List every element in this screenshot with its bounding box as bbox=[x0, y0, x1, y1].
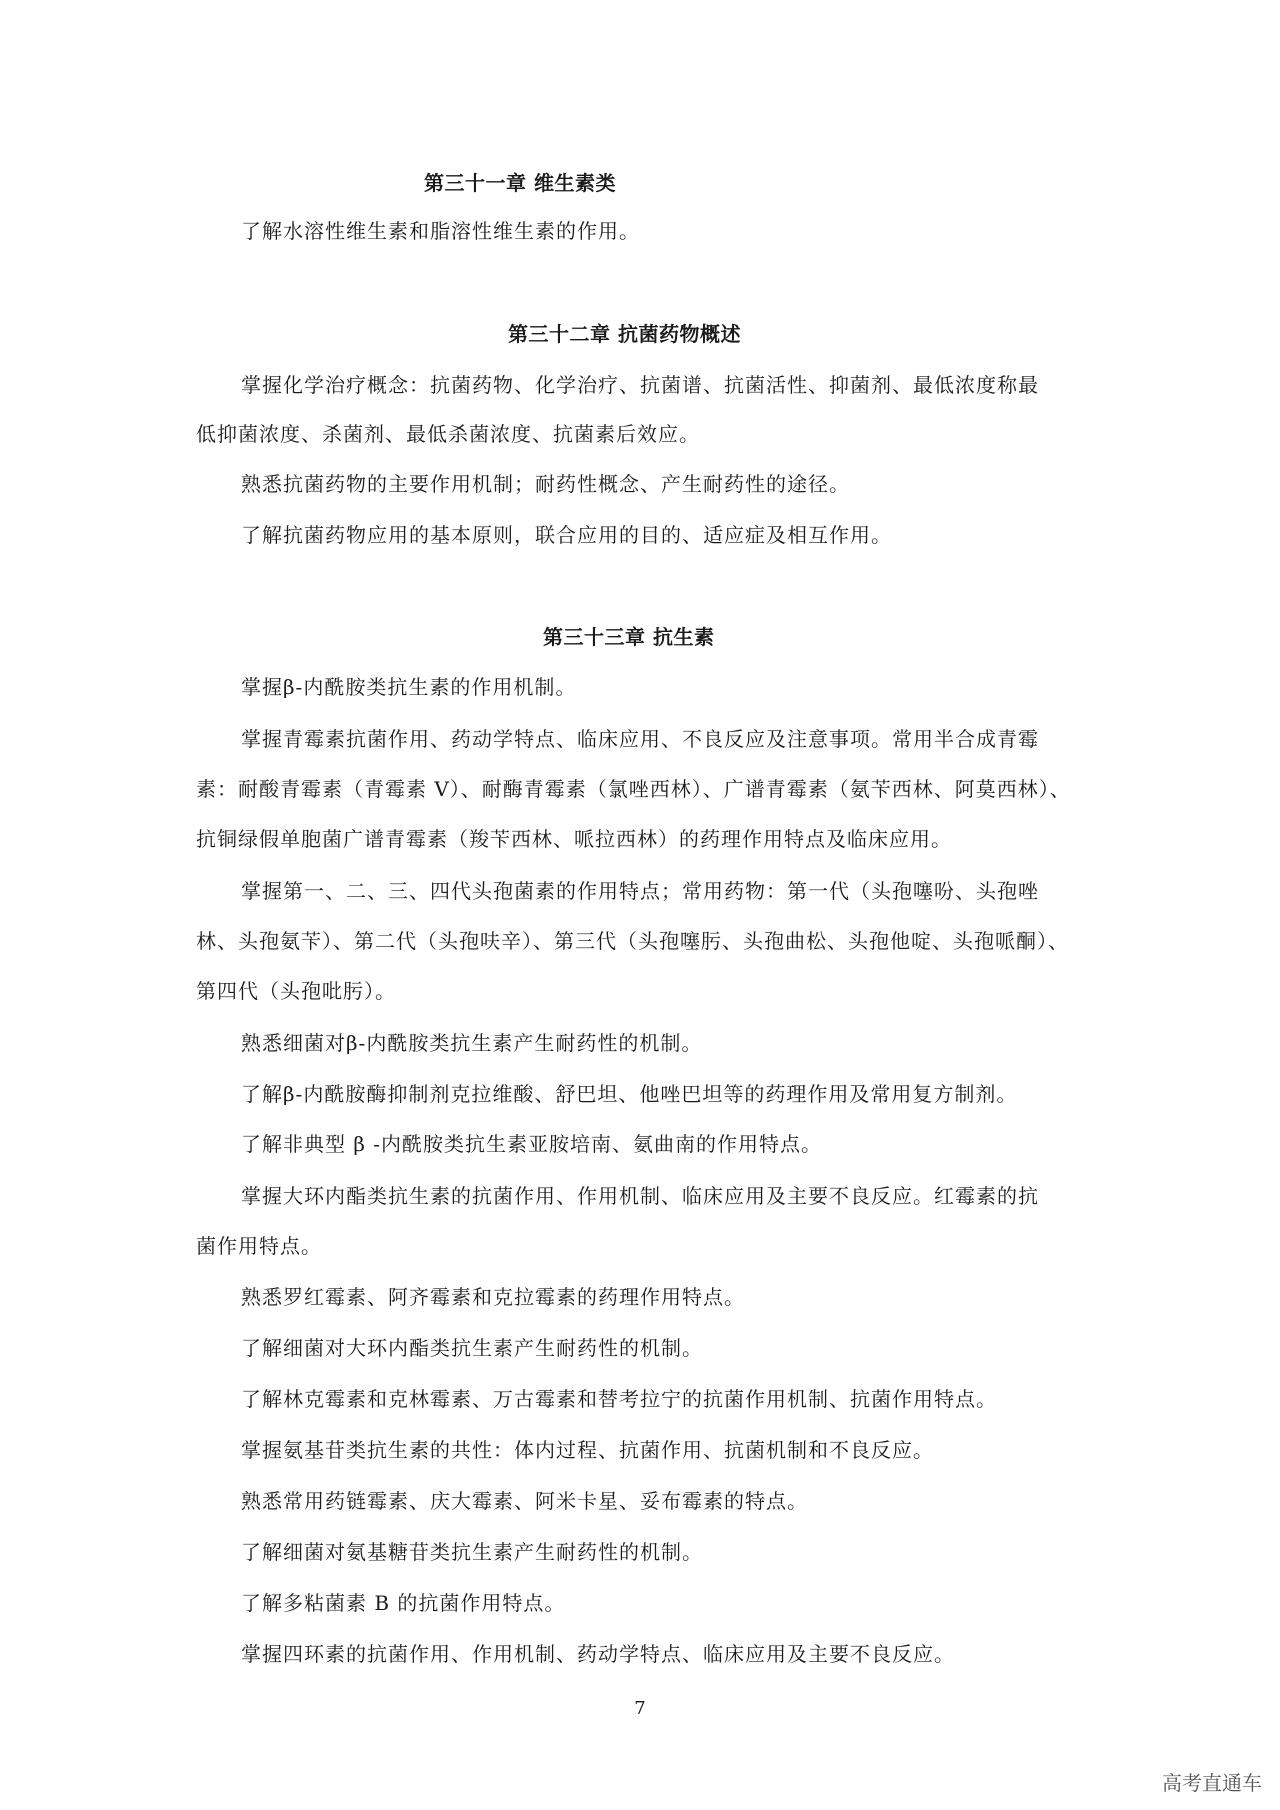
watermark: 高考直通车 bbox=[1162, 1771, 1262, 1795]
chapter-33-line-17: 熟悉常用药链霉素、庆大霉素、阿米卡星、妥布霉素的特点。 bbox=[241, 1489, 808, 1513]
chapter-33-line-2: 掌握青霉素抗菌作用、药动学特点、临床应用、不良反应及注意事项。常用半合成青霉 bbox=[241, 727, 1039, 751]
chapter-33-line-20: 掌握四环素的抗菌作用、作用机制、药动学特点、临床应用及主要不良反应。 bbox=[241, 1642, 955, 1666]
chapter-33-line-1: 掌握β-内酰胺类抗生素的作用机制。 bbox=[241, 675, 577, 699]
chapter-33-line-15: 了解林克霉素和克林霉素、万古霉素和替考拉宁的抗菌作用机制、抗菌作用特点。 bbox=[241, 1387, 997, 1411]
chapter-31-title: 第三十一章 维生素类 bbox=[424, 171, 616, 195]
chapter-33-line-9: 了解β-内酰胺酶抑制剂克拉维酸、舒巴坦、他唑巴坦等的药理作用及常用复方制剂。 bbox=[241, 1082, 1018, 1106]
chapter-33-line-11: 掌握大环内酯类抗生素的抗菌作用、作用机制、临床应用及主要不良反应。红霉素的抗 bbox=[241, 1184, 1039, 1208]
chapter-32-title: 第三十二章 抗菌药物概述 bbox=[508, 322, 741, 346]
chapter-33-line-10: 了解非典型 β -内酰胺类抗生素亚胺培南、氨曲南的作用特点。 bbox=[241, 1132, 823, 1156]
chapter-33-line-13: 熟悉罗红霉素、阿齐霉素和克拉霉素的药理作用特点。 bbox=[241, 1285, 745, 1309]
page-number: 7 bbox=[634, 1698, 646, 1719]
chapter-31-line-1: 了解水溶性维生素和脂溶性维生素的作用。 bbox=[241, 219, 640, 243]
chapter-32-line-4: 了解抗菌药物应用的基本原则，联合应用的目的、适应症及相互作用。 bbox=[241, 523, 892, 547]
chapter-33-line-7: 第四代（头孢吡肟）。 bbox=[196, 979, 396, 1003]
chapter-33-line-5: 掌握第一、二、三、四代头孢菌素的作用特点；常用药物：第一代（头孢噻吩、头孢唑 bbox=[241, 879, 1039, 903]
chapter-33-line-19: 了解多粘菌素 B 的抗菌作用特点。 bbox=[241, 1591, 566, 1615]
chapter-32-line-1: 掌握化学治疗概念：抗菌药物、化学治疗、抗菌谱、抗菌活性、抑菌剂、最低浓度称最 bbox=[241, 373, 1039, 397]
chapter-33-line-8: 熟悉细菌对β-内酰胺类抗生素产生耐药性的机制。 bbox=[241, 1031, 703, 1055]
chapter-33-line-4: 抗铜绿假单胞菌广谱青霉素（羧苄西林、哌拉西林）的药理作用特点及临床应用。 bbox=[196, 827, 952, 851]
chapter-33-line-18: 了解细菌对氨基糖苷类抗生素产生耐药性的机制。 bbox=[241, 1540, 703, 1564]
chapter-33-line-3: 素：耐酸青霉素（青霉素 V）、耐酶青霉素（氯唑西林）、广谱青霉素（氨苄西林、阿莫西林）、 bbox=[196, 777, 1071, 801]
chapter-33-line-6: 林、头孢氨苄）、第二代（头孢呋辛）、第三代（头孢噻肟、头孢曲松、头孢他啶、头孢哌酮）、 bbox=[196, 929, 1069, 953]
chapter-33-line-16: 掌握氨基苷类抗生素的共性：体内过程、抗菌作用、抗菌机制和不良反应。 bbox=[241, 1438, 934, 1462]
chapter-32-line-3: 熟悉抗菌药物的主要作用机制；耐药性概念、产生耐药性的途径。 bbox=[241, 472, 850, 496]
chapter-33-line-12: 菌作用特点。 bbox=[196, 1234, 322, 1258]
chapter-32-line-2: 低抑菌浓度、杀菌剂、最低杀菌浓度、抗菌素后效应。 bbox=[196, 422, 700, 446]
chapter-33-title: 第三十三章 抗生素 bbox=[543, 625, 715, 649]
chapter-33-line-14: 了解细菌对大环内酯类抗生素产生耐药性的机制。 bbox=[241, 1336, 703, 1360]
